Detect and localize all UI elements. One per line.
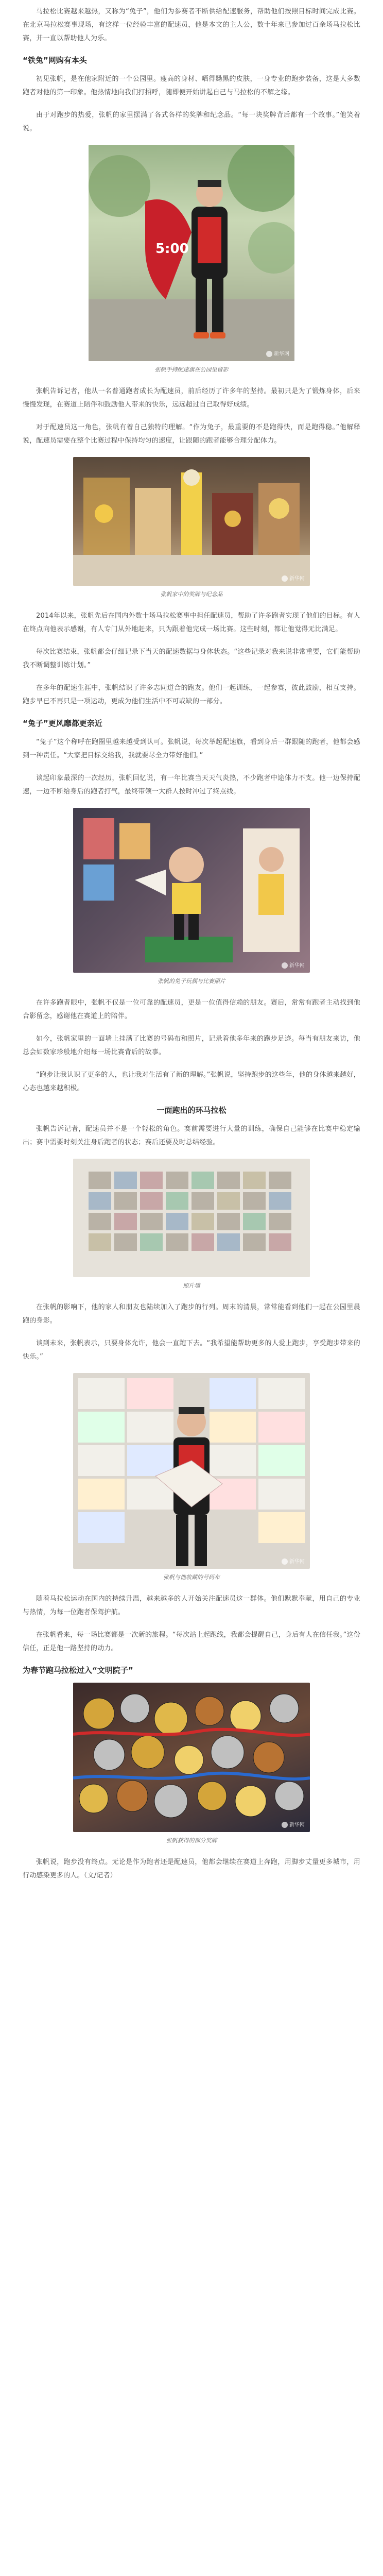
paragraph: 张帆告诉记者，他从一名普通跑者成长为配速员，前后经历了许多年的坚持。最初只是为了锻炼身体，后来慢慢发现，在赛道上陪伴和鼓励他人带来的快乐，远远超过自己取得好成绩。 [23,387,360,409]
paragraph: 在许多跑者眼中，张帆不仅是一位可靠的配速员，更是一位值得信赖的朋友。赛后，常常有跑者主动找到他合影留念，感谢他在赛道上的陪伴。 [23,999,360,1020]
trophy-shelf-illustration [73,457,310,586]
figure-caption: 张帆的兔子玩偶与比赛照片 [158,978,225,985]
figure-caption: 张帆家中的奖牌与纪念品 [160,591,223,598]
xinhua-logo-icon [282,1822,288,1828]
photo [73,457,310,586]
paragraph: 谈到未来，张帆表示，只要身体允许，他会一直跑下去。“我希望能帮助更多的人爱上跑步，享受跑步带来的快乐。” [23,1340,360,1361]
paragraph: 在张帆看来，每一场比赛都是一次新的旅程。“每次站上起跑线，我都会提醒自己，身后有人在信任我。”这份信任，正是他一路坚持的动力。 [23,1631,360,1652]
xinhua-logo-icon [266,351,272,357]
figure-caption: 张帆与他收藏的号码布 [163,1574,220,1581]
paragraph: 如今，张帆家里的一面墙上挂满了比赛的号码布和照片，记录着他多年来的跑步足迹。每当有朋友来访，他总会如数家珍般地介绍每一场比赛背后的故事。 [23,1035,360,1056]
paragraph: 张帆说，跑步没有终点。无论是作为跑者还是配速员，他都会继续在赛道上奔跑，用脚步丈量更多城市，用行动感染更多的人。（文/记者） [23,1858,360,1879]
photo [73,808,310,973]
medals-illustration [73,1683,310,1832]
xinhua-logo-icon [282,962,288,969]
paragraph: 在张帆的影响下，他的家人和朋友也陆续加入了跑步的行列。周末的清晨，常常能看到他们一起在公园里晨跑的身影。 [23,1303,360,1325]
figure-trophies [23,457,360,598]
xinhua-logo-icon [282,575,288,582]
figure-medals [23,1683,360,1844]
watermark: 新华网 [266,349,289,357]
figurine-illustration [73,808,310,973]
paragraph: “跑步让我认识了更多的人，也让我对生活有了新的理解。”张帆说，坚持跑步的这些年，他的身体越来越好，心态也越来越积极。 [23,1071,360,1092]
paragraph: 谈起印象最深的一次经历，张帆回忆说，有一年比赛当天天气炎热，不少跑者中途体力不支。他一边保持配速，一边不断给身后的跑者打气，最终带领一大群人按时冲过了终点线。 [23,774,360,795]
watermark: 新华网 [282,961,305,969]
photo [73,1373,310,1569]
watermark: 新华网 [282,1557,305,1565]
paragraph: 每次比赛结束，张帆都会仔细记录下当天的配速数据与身体状态。“这些记录对我来说非常重要，它们能帮助我不断调整训练计划。” [23,648,360,669]
paragraph: 随着马拉松运动在国内的持续升温，越来越多的人开始关注配速员这一群体。他们默默奉献，用自己的专业与热情，为每一位跑者保驾护航。 [23,1595,360,1616]
watermark: 新华网 [282,1820,305,1828]
article-body [0,5,383,2576]
paragraph: “兔子”这个称呼在跑圈里越来越受到认可。张帆说，每次举起配速旗，看到身后一群跟随的跑者，他都会感到一种责任。“大家把目标交给我，我就要尽全力带好他们。” [23,738,360,759]
svg-text:5:00: 5:00 [155,241,189,257]
figure-caption: 照片墙 [183,1282,200,1289]
paragraph: 在多年的配速生涯中，张帆结识了许多志同道合的跑友。他们一起训练，一起参赛，彼此鼓励，相互支持。跑步早已不再只是一项运动，更成为他们生活中不可或缺的一部分。 [23,684,360,705]
figure-runner-flag [23,145,360,374]
photo [89,145,294,361]
section-heading: “铁兔”网购有本头 [23,56,87,65]
figure-bibs [23,1373,360,1581]
bib-wall-illustration [73,1373,310,1569]
paragraph: 张帆告诉记者，配速员并不是一个轻松的角色。赛前需要进行大量的训练，确保自己能够在比赛中稳定输出；赛中需要时刻关注身后跑者的状态；赛后还要及时总结经验。 [23,1125,360,1146]
paragraph: 马拉松比赛越来越热，又称为“兔子”，他们为参赛者不断供给配速服务，帮助他们按照目标时间完成比赛。在北京马拉松赛事现场，有这样一位经验丰富的配速员，他是本文的主人公，数十年来已参加过百余场马拉松比赛，并一直以帮助他人为乐。 [23,8,360,42]
section-heading: 一面跑出的环马拉松 [156,1106,227,1115]
section-heading: 为春节跑马拉松过入“文明院子” [23,1666,133,1675]
xinhua-logo-icon [282,1558,288,1565]
paragraph: 2014年以来，张帆先后在国内外数十场马拉松赛事中担任配速员，帮助了许多跑者实现了他们的目标。有人在终点向他表示感谢，有人专门从外地赶来，只为跟着他完成一场比赛。这些时刻，都让他觉得无比满足。 [23,612,360,633]
runner-flag-illustration [89,145,294,361]
watermark: 新华网 [282,574,305,582]
paragraph: 对于配速员这一角色，张帆有着自己独特的理解。“作为兔子，最重要的不是跑得快，而是跑得稳。”他解释说，配速员需要在整个比赛过程中保持均匀的速度，让跟随的跑者能够合理分配体力。 [23,423,360,445]
paragraph: 由于对跑步的热爱，张帆的家里摆满了各式各样的奖牌和纪念品。“每一块奖牌背后都有一个故事。”他笑着说。 [23,111,360,132]
figure-photo-wall [23,1159,360,1290]
figure-caption: 张帆手持配速旗在公园里留影 [154,366,229,373]
section-heading: “兔子”更风靡都更亲近 [23,719,102,728]
figure-figurine [23,808,360,985]
figure-caption: 张帆获得的部分奖牌 [166,1837,217,1844]
photo [73,1683,310,1832]
photo [73,1159,310,1277]
paragraph: 初见张帆，是在他家附近的一个公园里。瘦高的身材、晒得黝黑的皮肤，一身专业的跑步装备，这是大多数跑者对他的第一印象。他热情地向我们打招呼，随即便开始讲起自己与马拉松的不解之缘。 [23,75,360,96]
photo-wall-illustration [73,1159,310,1277]
